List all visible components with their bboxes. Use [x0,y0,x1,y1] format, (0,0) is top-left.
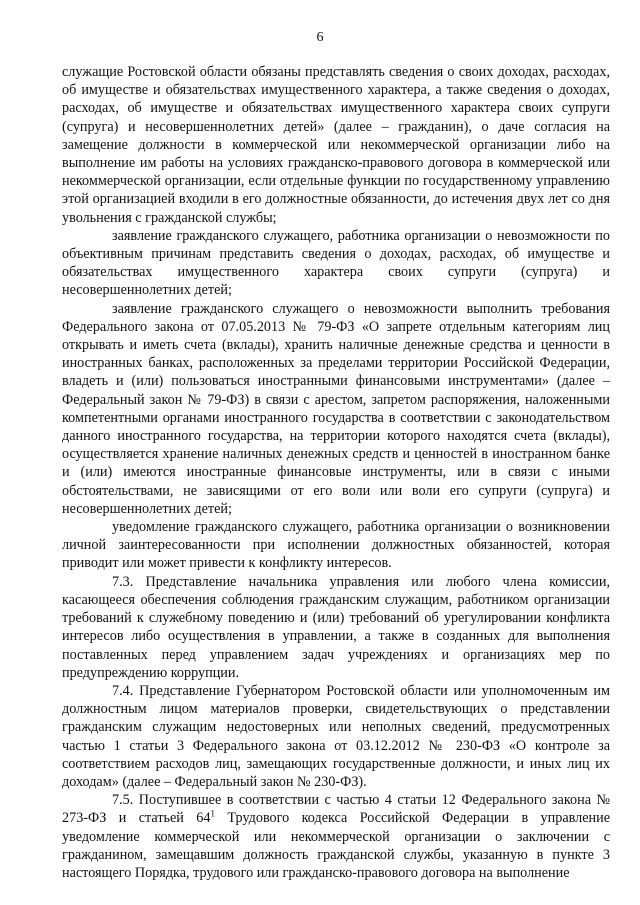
paragraph-7-5-part2: Трудового кодекса Российской Федерации в управление уведомление коммерческой или некоммерческой организации о заключении с гражданином, замещавшим должность гражданской службы, указанную в пункте 3 настоящего Порядка, трудового или гражданско-правового договора на выполнение [62,810,611,881]
paragraph-7-5-superscript: 1 [210,808,215,819]
paragraph-7-4: 7.4. Представление Губернатором Ростовской области или уполномоченным им должностным лицом материалов проверки, свидетельствующих о представлении гражданским служащим недостоверных или неполных сведений, предусмотренных частью 1 статьи 3 Федерального закона от 03.12.2012 № 230-ФЗ «О контроле за соответствием расходов лиц, замещающих государственные должности, и иных лиц их доходам» (далее – Федеральный закон № 230-ФЗ). [62,682,610,790]
paragraph-7-5-part1: 7.5. Поступившее в соответствии с частью 4 статьи 12 Федерального закона № 273-ФЗ и статьей 64 [62,792,610,827]
page-number: 6 [316,30,324,45]
paragraph-statement-79fz: заявление гражданского служащего о невозможности выполнить требования Федерального закона от 07.05.2013 № 79-ФЗ «О запрете отдельным категориям лиц открывать и иметь счета (вклады), хранить наличные денежные средства и ценности в иностранных банках, расположенных за пределами территории Российской Федерации, владеть и (или) пользоваться иностранными финансовыми инструментами» (далее – Федеральный закон № 79-ФЗ) в связи с арестом, запретом распоряжения, наложенными компетентными органами иностранного государства в соответствии с законодательством данного иностранного государства, на территории которого находятся счета (вклады), осуществляется хранение наличных денежных средств и ценностей в иностранном банке и (или) имеются иностранные финансовые инструменты, или в связи с иными обстоятельствами, не зависящими от его воли или воли его супруги (супруга) и несовершеннолетних детей; [62,300,610,517]
paragraph-7-3: 7.3. Представление начальника управления или любого члена комиссии, касающееся обеспечения соблюдения гражданским служащим, работником организации требований к служебному поведению и (или) требований об урегулировании конфликта интересов либо осуществления в управлении, а также в созданных для выполнения поставленных перед управлением задач учреждениях и организациях мер по предупреждению коррупции. [62,573,610,681]
paragraph-statement-inability: заявление гражданского служащего, работника организации о невозможности по объективным причинам представить сведения о доходах, расходах, об имуществе и обязательствах имущественного характера своих супруги (супруга) и несовершеннолетних детей; [62,227,610,299]
document-body [62,63,610,882]
paragraph-7-5 [62,791,610,882]
paragraph-notification-conflict: уведомление гражданского служащего, работника организации о возникновении личной заинтересованности при исполнении должностных обязанностей, которая приводит или может привести к конфликту интересов. [62,519,610,572]
paragraph-continuation: служащие Ростовской области обязаны представлять сведения о своих доходах, расходах, об имуществе и обязательствах имущественного характера, а также сведения о доходах, расходах, об имуществе и обязательствах имущественного характера своих супруги (супруга) и несовершеннолетних детей» (далее – гражданин), о даче согласия на замещение должности в коммерческой или некоммерческой организации либо на выполнение им работы на условиях гражданско-правового договора в коммерческой или некоммерческой организации, если отдельные функции по государственному управлению этой организацией входили в его должностные обязанности, до истечения двух лет со дня увольнения с гражданской службы; [62,64,610,226]
